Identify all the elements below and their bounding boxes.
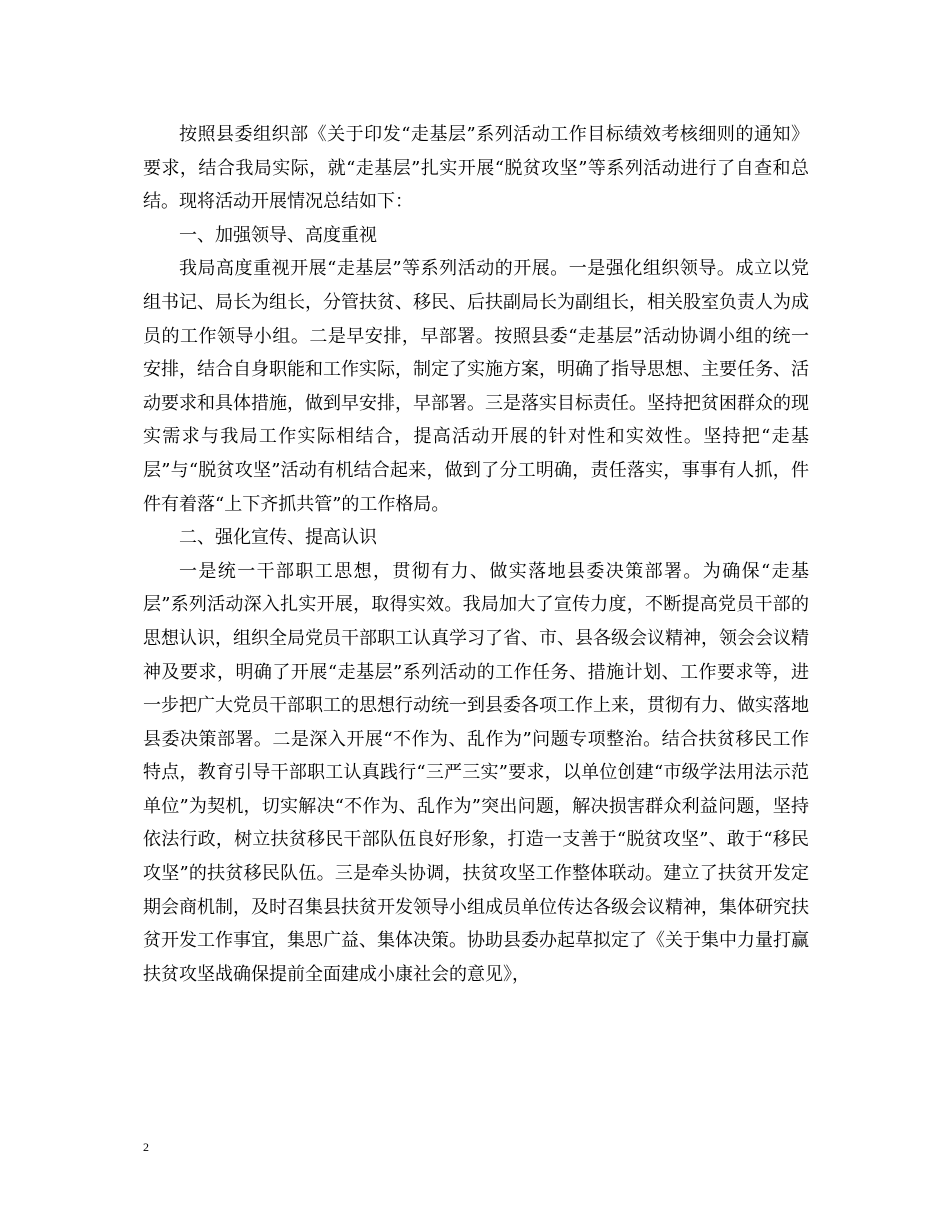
section-1-paragraph: 我局高度重视开展“走基层”等系列活动的开展。一是强化组织领导。成立以党组书记、局长为组长，分管扶贫、移民、后扶副局长为副组长，相关股室负责人为成员的工作领导小组。二是早安排，早部署。按照县委“走基层”活动协调小组的统一安排，结合自身职能和工作实际，制定了实施方案，明确了指导思想、主要任务、活动要求和具体措施，做到早安排，早部署。三是落实目标责任。坚持把贫困群众的现实需求与我局工作实际相结合，提高活动开展的针对性和实效性。坚持把“走基层”与“脱贫攻坚”活动有机结合起来，做到了分工明确，责任落实，事事有人抓，件件有着落“上下齐抓共管”的工作格局。 bbox=[143, 258, 809, 515]
page-number: 2 bbox=[143, 1140, 149, 1154]
section-2-paragraph: 一是统一干部职工思想，贯彻有力、做实落地县委决策部署。为确保“走基层”系列活动深入扎实开展，取得实效。我局加大了宣传力度，不断提高党员干部的思想认识，组织全局党员干部职工认真学习了省、市、县各级会议精神，领会会议精神及要求，明确了开展“走基层”系列活动的工作任务、措施计划、工作要求等，进一步把广大党员干部职工的思想行动统一到县委各项工作上来，贯彻有力、做实落地县委决策部署。二是深入开展“不作为、乱作为”问题专项整治。结合扶贫移民工作特点，教育引导干部职工认真践行“三严三实”要求，以单位创建“市级学法用法示范单位”为契机，切实解决“不作为、乱作为”突出问题，解决损害群众利益问题，坚持依法行政，树立扶贫移民干部队伍良好形象，打造一支善于“脱贫攻坚”、敢于“移民攻坚”的扶贫移民队伍。三是牵头协调，扶贫攻坚工作整体联动。建立了扶贫开发定期会商机制，及时召集县扶贫开发领导小组成员单位传达各级会议精神，集体研究扶贫开发工作事宜，集思广益、集体决策。协助县委办起草拟定了《关于集中力量打赢扶贫攻坚战确保提前全面建成小康社会的意见》， bbox=[143, 560, 809, 985]
document-body bbox=[143, 118, 809, 991]
section-heading-1: 一、加强领导、高度重视 bbox=[179, 224, 377, 246]
section-heading-2: 二、强化宣传、提高认识 bbox=[179, 527, 377, 549]
intro-paragraph: 按照县委组织部《关于印发“走基层”系列活动工作目标绩效考核细则的通知》要求，结合我局实际，就“走基层”扎实开展“脱贫攻坚”等系列活动进行了自查和总结。现将活动开展情况总结如下： bbox=[143, 124, 809, 213]
